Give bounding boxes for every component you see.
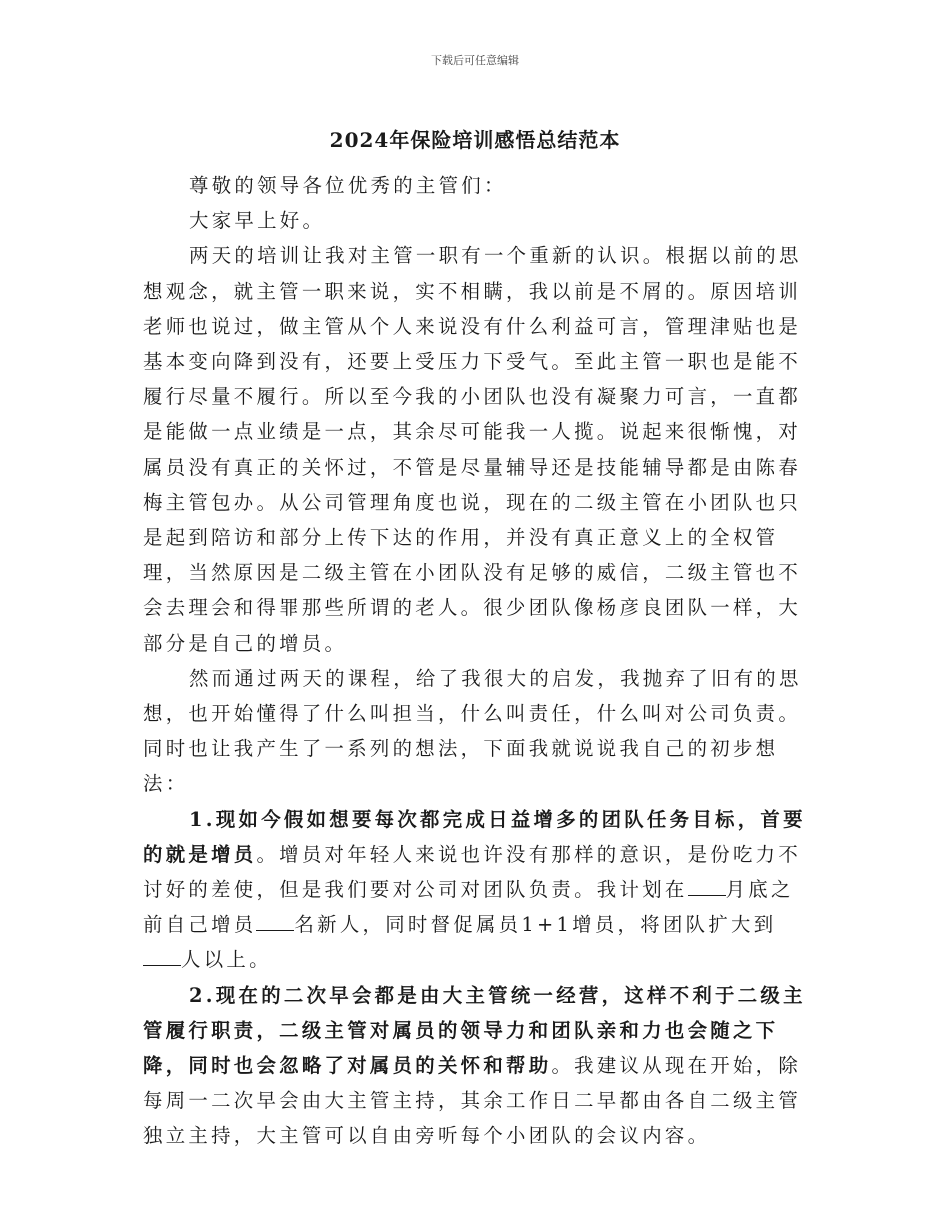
salutation: 尊敬的领导各位优秀的主管们： — [189, 174, 507, 197]
list-item-1-heading: 1.现如今假如想要每次都完成日益增多的团队任务目标，首要的就是增员 — [143, 807, 806, 866]
list-item-1-text-b: 月底之前自己增员 — [143, 878, 794, 937]
paragraph-2: 然而通过两天的课程，给了我很大的启发，我抛弃了旧有的思想，也开始懂得了什么叫担当，什么叫责任，什么叫对公司负责。同时也让我产生了一系列的想法，下面我就说说我自己的初步想法： — [143, 666, 802, 796]
fill-blank-3 — [143, 948, 181, 966]
list-item-2-text: 。我建议从现在开始，除每周一二次早会由大主管主持，其余工作日二早都由各自二级主管独立主持，大主管可以自由旁听每个小团队的会议内容。 — [143, 1054, 802, 1148]
list-item-1-text-c: 名新人，同时督促属员1+1增员，将团队扩大到 — [294, 913, 777, 937]
list-item-1-text-d: 人以上。 — [181, 948, 272, 972]
list-item-2 — [143, 978, 811, 1154]
header-note: 下载后可任意编辑 — [431, 54, 519, 67]
list-item-2-heading: 2.现在的二次早会都是由大主管统一经营，这样不利于二级主管履行职责，二级主管对属员的领导力和团队亲和力也会随之下降，同时也会忽略了对属员的关怀和帮助 — [143, 983, 806, 1078]
list-item-1-text-a: 。增员对年轻人来说也许没有那样的意识，是份吃力不讨好的差使，但是我们要对公司对团队负责。我计划在 — [143, 842, 802, 902]
list-item-1 — [143, 802, 811, 978]
greeting: 大家早上好。 — [189, 209, 326, 233]
document-title: 2024年保险培训感悟总结范本 — [329, 128, 621, 152]
document-body — [143, 168, 811, 1154]
fill-blank-1 — [688, 878, 726, 896]
paragraph-1: 两天的培训让我对主管一职有一个重新的认识。根据以前的思想观念，就主管一职来说，实不相瞒，我以前是不屑的。原因培训老师也说过，做主管从个人来说没有什么利益可言，管理津贴也是基本变向降到没有，还要上受压力下受气。至此主管一职也是能不履行尽量不履行。所以至今我的小团队也没有凝聚力可言，一直都是能做一点业绩是一点，其余尽可能我一人揽。说起来很惭愧，对属员没有真正的关怀过，不管是尽量辅导还是技能辅导都是由陈春梅主管包办。从公司管理角度也说，现在的二级主管在小团队也只是起到陪访和部分上传下达的作用，并没有真正意义上的全权管理，当然原因是二级主管在小团队没有足够的威信，二级主管也不会去理会和得罪那些所谓的老人。很少团队像杨彦良团队一样，大部分是自己的增员。 — [143, 244, 802, 655]
fill-blank-2 — [256, 913, 294, 931]
